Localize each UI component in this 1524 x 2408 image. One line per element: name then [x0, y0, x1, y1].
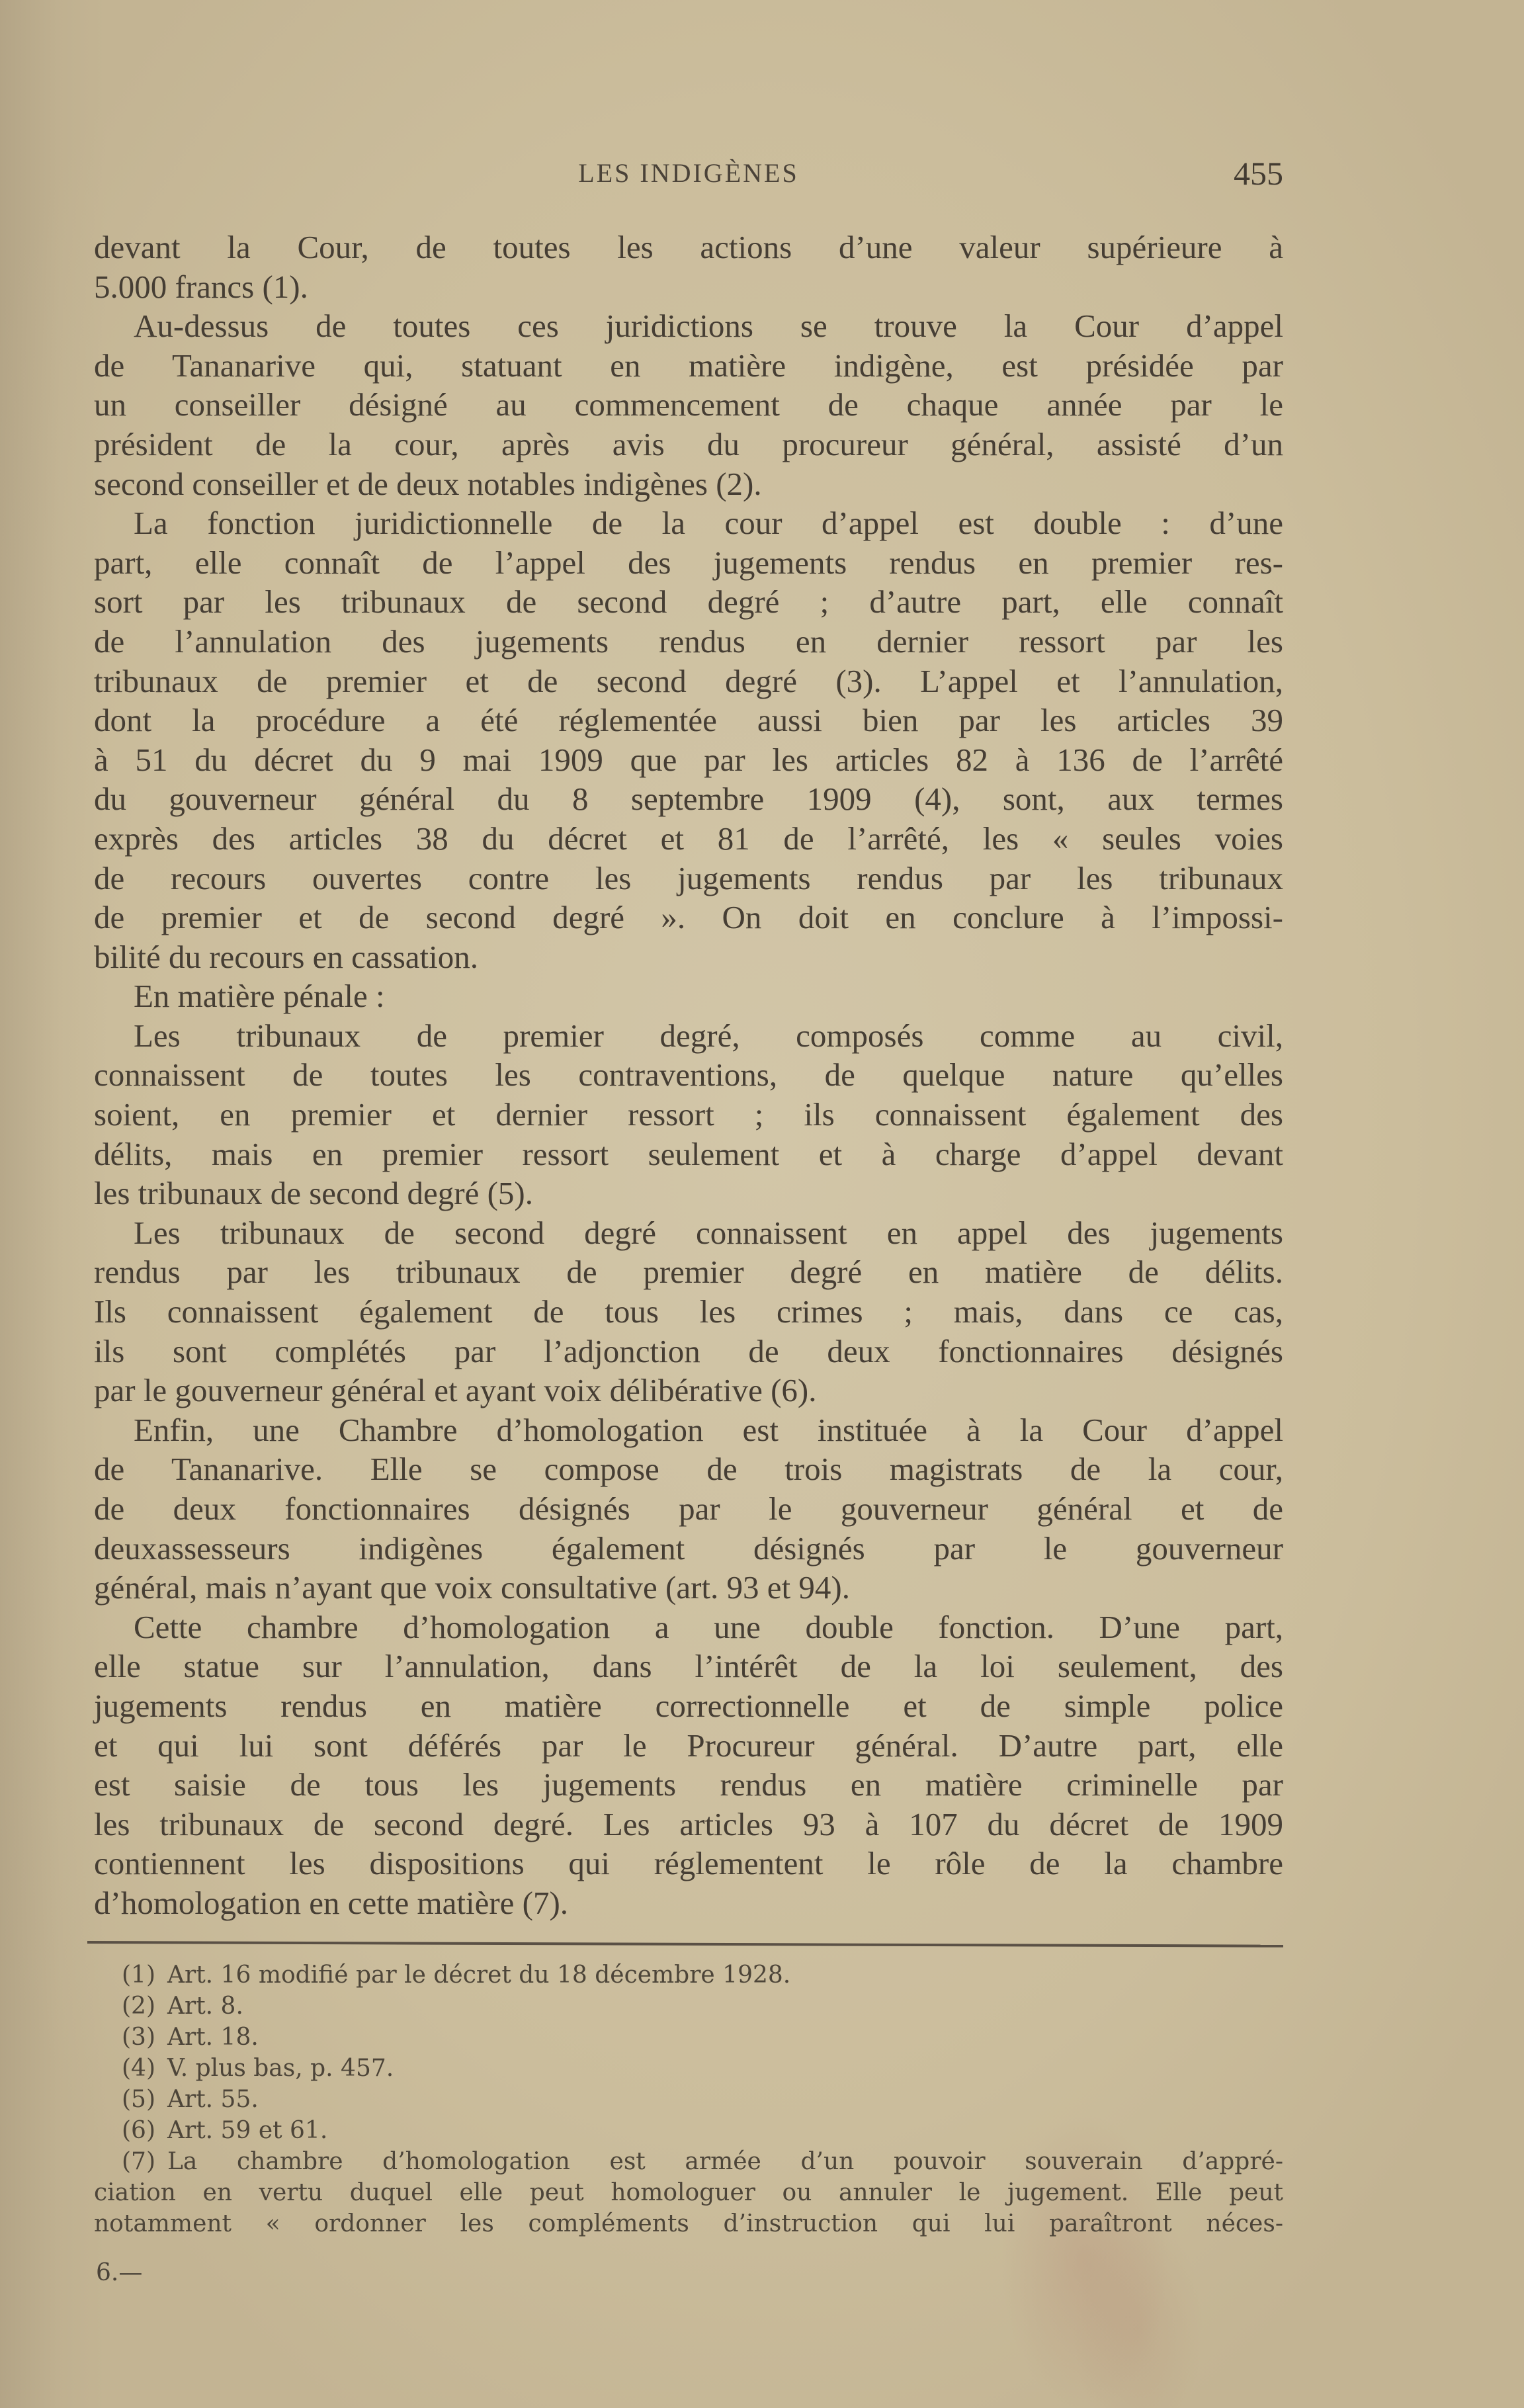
body-text [94, 228, 1283, 1923]
footnote-1 [94, 1959, 1283, 1991]
body-line: part, elle connaît de l’appel des jugements rendus en premier res- [94, 544, 1283, 581]
footnote-text: Art. 16 modifié par le décret du 18 décembre 1928. [167, 1961, 791, 1989]
running-title: LES INDIGÈNES [578, 158, 799, 188]
body-line: jugements rendus en matière correctionnelle et de simple police [94, 1687, 1283, 1724]
body-line: tribunaux de premier et de second degré (3). L’appel et l’annulation, [94, 662, 1283, 699]
signature-mark: 6.— [96, 2259, 143, 2286]
footnote-text: Art. 55. [167, 2086, 259, 2113]
body-line: du gouverneur général du 8 septembre 1909 (4), sont, aux termes [94, 781, 1283, 818]
body-line: bilité du recours en cassation. [94, 938, 479, 975]
body-line: ils sont complétés par l’adjonction de deux fonctionnaires désignés [94, 1332, 1283, 1369]
footnote-rule [87, 1941, 1283, 1948]
body-line: de recours ouvertes contre les jugements rendus par les tribunaux [94, 859, 1283, 896]
footnote-text: Art. 18. [167, 2024, 259, 2051]
body-line: 5.000 francs (1). [94, 268, 308, 305]
footnote-number: (5) [122, 2086, 155, 2113]
body-line: Les tribunaux de second degré connaissent en appel des jugements [134, 1214, 1283, 1251]
body-line: un conseiller désigné au commencement de chaque année par le [94, 386, 1283, 423]
body-line: les tribunaux de second degré. Les articles 93 à 107 du décret de 1909 [94, 1805, 1283, 1842]
footnote-7 [94, 2146, 1283, 2177]
body-line: elle statue sur l’annulation, dans l’intérêt de la loi seulement, des [94, 1648, 1283, 1685]
footnote-number: (3) [122, 2024, 155, 2051]
footnote-4 [94, 2053, 1283, 2084]
body-line: devant la Cour, de toutes les actions d’une valeur supérieure à [94, 229, 1283, 265]
footnote-text: Art. 8. [167, 1993, 243, 2020]
body-line: La fonction juridictionnelle de la cour d’appel est double : d’une [134, 505, 1283, 542]
body-line: de deux fonctionnaires désignés par le gouverneur général et de [94, 1490, 1283, 1527]
body-line: et qui lui sont déférés par le Procureur général. D’autre part, elle [94, 1727, 1283, 1764]
body-line: de Tananarive qui, statuant en matière indigène, est présidée par [94, 347, 1283, 384]
body-line: par le gouverneur général et ayant voix délibérative (6). [94, 1372, 817, 1409]
footnote-3 [94, 2022, 1283, 2053]
footnote-6 [94, 2115, 1283, 2146]
footnote-number: (6) [122, 2117, 155, 2144]
footnote-5 [94, 2084, 1283, 2115]
body-line: est saisie de tous les jugements rendus en matière criminelle par [94, 1766, 1283, 1803]
running-head [94, 153, 1283, 193]
body-line: dont la procédure a été réglementée aussi bien par les articles 39 [94, 702, 1283, 739]
body-line: Cette chambre d’homologation a une double fonction. D’une part, [134, 1608, 1283, 1645]
footnote-text: Art. 59 et 61. [167, 2117, 328, 2144]
footnote-2 [94, 1991, 1283, 2022]
page-number: 455 [1234, 155, 1283, 192]
footnote-number: (4) [122, 2055, 155, 2082]
body-line: d’homologation en cette matière (7). [94, 1884, 569, 1921]
footnote-text: La chambre d’homologation est armée d’un pouvoir souverain d’appré- [167, 2148, 1283, 2175]
body-line: à 51 du décret du 9 mai 1909 que par les articles 82 à 136 de l’arrêté [94, 741, 1283, 778]
body-line: Au-dessus de toutes ces juridictions se trouve la Cour d’appel [134, 308, 1283, 345]
body-line: sort par les tribunaux de second degré ; d’autre part, elle connaît [94, 583, 1283, 621]
body-line: délits, mais en premier ressort seulement et à charge d’appel devant [94, 1135, 1283, 1172]
body-line: les tribunaux de second degré (5). [94, 1175, 533, 1212]
body-line: rendus par les tribunaux de premier degré en matière de délits. [94, 1254, 1283, 1291]
footnote-number: (2) [122, 1993, 155, 2020]
body-line: contiennent les dispositions qui réglementent le rôle de la chambre [94, 1845, 1283, 1882]
body-line: président de la cour, après avis du procureur général, assisté d’un [94, 425, 1283, 462]
body-line: Les tribunaux de premier degré, composés comme au civil, [134, 1017, 1283, 1054]
body-line: de Tananarive. Elle se compose de trois magistrats de la cour, [94, 1451, 1283, 1488]
footnotes [94, 1959, 1283, 2239]
body-line: deuxassesseurs indigènes également désignés par le gouverneur [94, 1529, 1283, 1567]
body-line: connaissent de toutes les contraventions, de quelque nature qu’elles [94, 1056, 1283, 1094]
footnote-text: V. plus bas, p. 457. [167, 2055, 394, 2082]
footnote-7-continuation: ciation en vertu duquel elle peut homologuer ou annuler le jugement. Elle peut [94, 2179, 1283, 2206]
footnote-7-continuation: notamment « ordonner les compléments d’instruction qui lui paraîtront néces- [94, 2210, 1283, 2237]
footnote-number: (1) [122, 1961, 155, 1989]
body-line: Ils connaissent également de tous les crimes ; mais, dans ce cas, [94, 1293, 1283, 1330]
body-line: second conseiller et de deux notables indigènes (2). [94, 465, 762, 502]
body-line: soient, en premier et dernier ressort ; ils connaissent également des [94, 1096, 1283, 1133]
body-line: de l’annulation des jugements rendus en dernier ressort par les [94, 623, 1283, 660]
body-line: exprès des articles 38 du décret et 81 de l’arrêté, les « seules voies [94, 820, 1283, 857]
body-line: Enfin, une Chambre d’homologation est instituée à la Cour d’appel [134, 1411, 1283, 1448]
footnote-number: (7) [122, 2148, 155, 2175]
body-line: général, mais n’ayant que voix consultative (art. 93 et 94). [94, 1569, 850, 1606]
body-line: de premier et de second degré ». On doit en conclure à l’impossi- [94, 899, 1283, 936]
body-line: En matière pénale : [134, 978, 385, 1015]
